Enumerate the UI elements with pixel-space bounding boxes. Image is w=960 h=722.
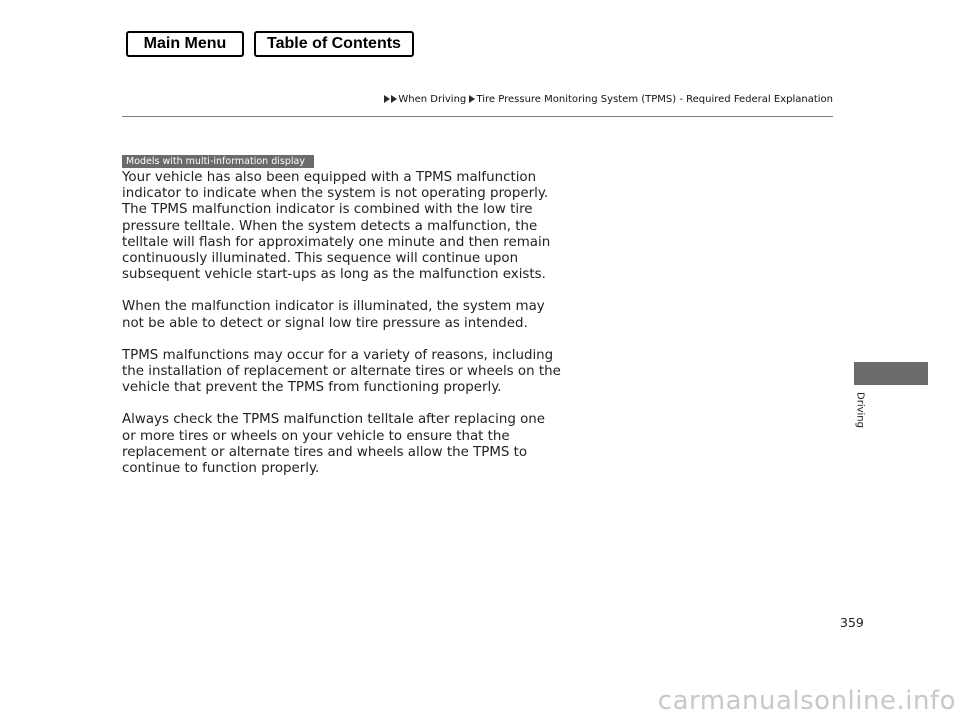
chapter-label <box>852 390 868 430</box>
paragraph-malfunction-indicator: Your vehicle has also been equipped with a TPMS malfunction indicator to indicate when the system is not operating properly. The TPMS malfunction indicator is combined with the low tire pressure telltale. When the system detects a malfunction, the telltale will flash for approximately one minute and then remain continuously illuminated. This sequence will continue upon subsequent vehicle start-ups as long as the malfunction exists. <box>122 170 551 283</box>
breadcrumb-arrow-icon <box>391 95 397 103</box>
body-text <box>122 170 562 493</box>
paragraph-causes: TPMS malfunctions may occur for a variety of reasons, including the installation of replacement or alternate tires or wheels on the vehicle that prevent the TPMS from functioning properly. <box>122 347 561 396</box>
chapter-label-text: Driving <box>854 392 866 428</box>
header-divider <box>122 116 833 117</box>
breadcrumb-item-when-driving[interactable]: When Driving <box>398 94 467 105</box>
breadcrumb-arrow-icon <box>469 95 475 103</box>
table-of-contents-button[interactable]: Table of Contents <box>254 31 414 57</box>
watermark: carmanualsonline.info <box>657 686 956 716</box>
main-menu-button[interactable]: Main Menu <box>126 31 244 57</box>
breadcrumb-item-tpms[interactable]: Tire Pressure Monitoring System (TPMS) - Required Federal Explanation <box>476 94 833 105</box>
paragraph-illuminated: When the malfunction indicator is illuminated, the system may not be able to detect or signal low tire pressure as intended. <box>122 299 545 331</box>
page-number: 359 <box>840 615 864 630</box>
model-tag: Models with multi-information display <box>122 155 314 168</box>
breadcrumb <box>384 94 833 106</box>
chapter-tab[interactable] <box>854 362 928 385</box>
breadcrumb-arrow-icon <box>384 95 390 103</box>
paragraph-check-telltale: Always check the TPMS malfunction telltale after replacing one or more tires or wheels on your vehicle to ensure that the replacement or alternate tires and wheels allow the TPMS to continue to function properly. <box>122 412 546 477</box>
